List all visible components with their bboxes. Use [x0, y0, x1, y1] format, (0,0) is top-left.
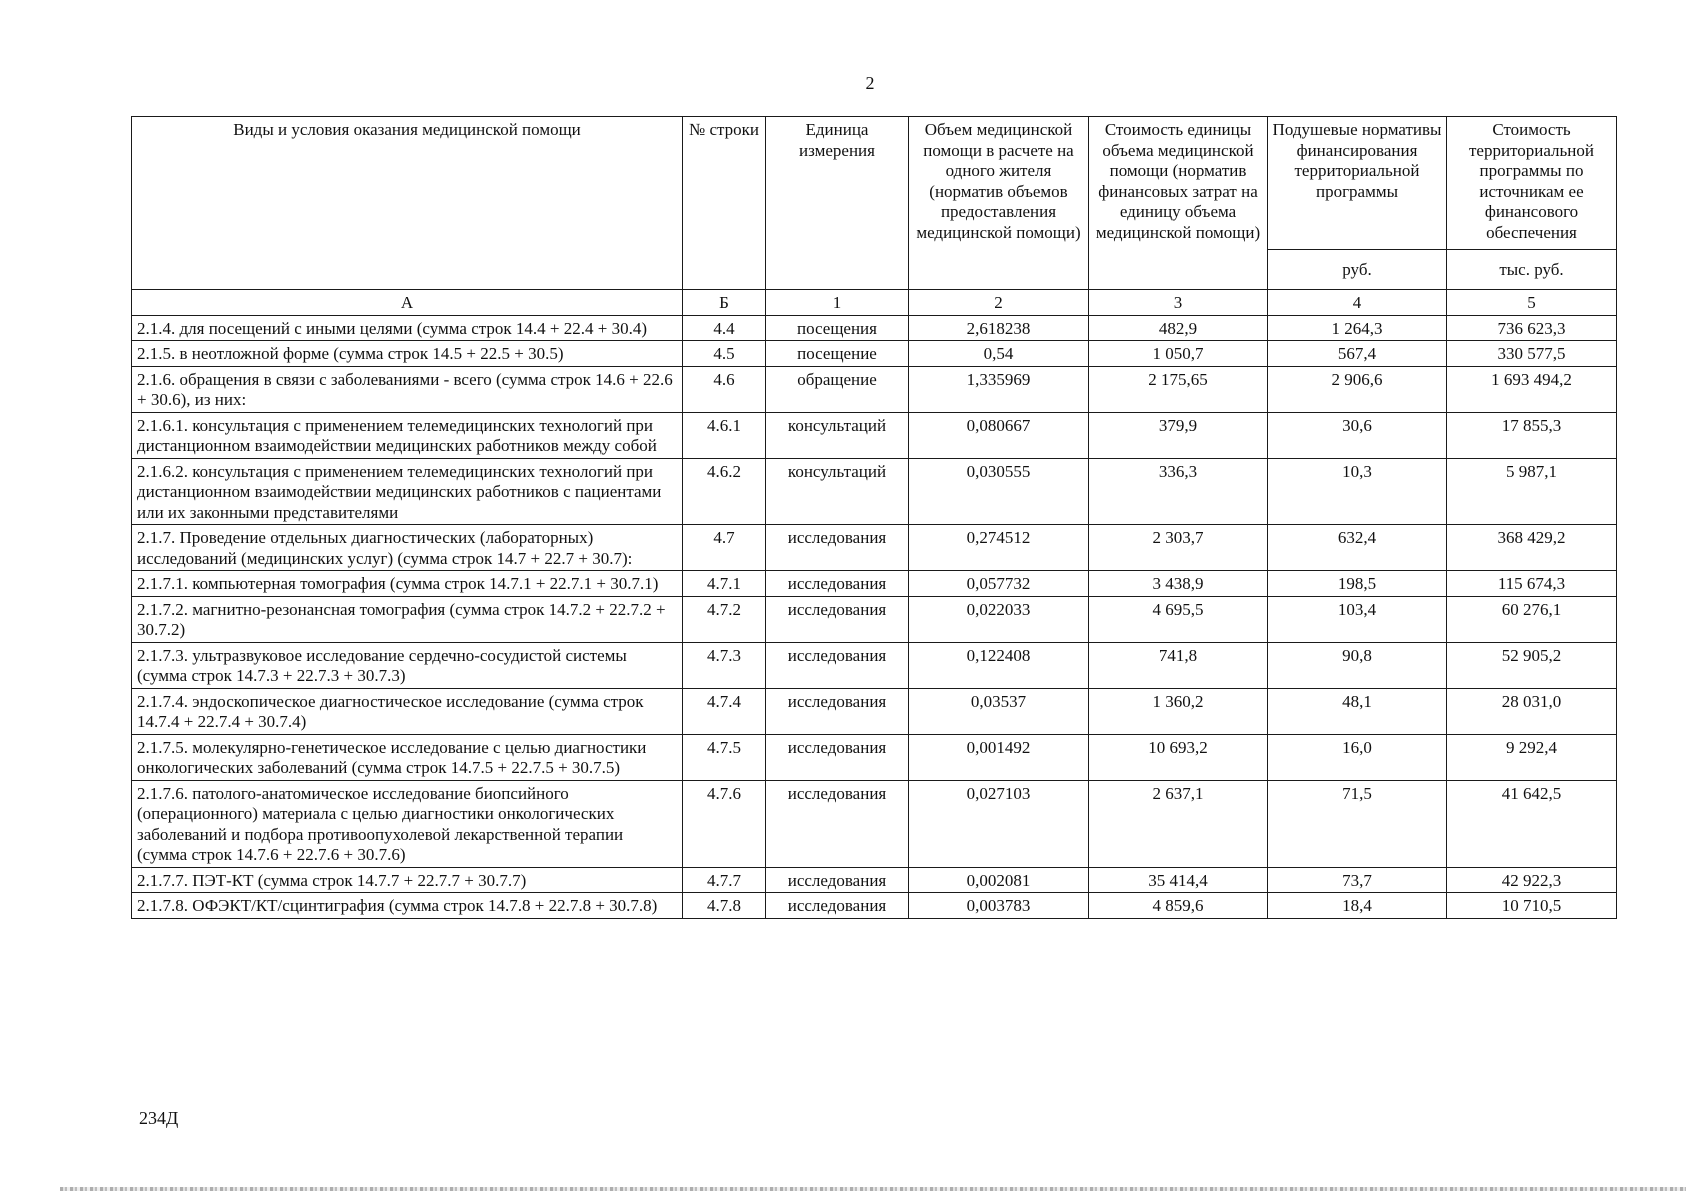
row-name: 2.1.4. для посещений с иными целями (сумма строк 14.4 + 22.4 + 30.4): [132, 315, 683, 341]
row-name: 2.1.7.7. ПЭТ-КТ (сумма строк 14.7.7 + 22.7.7 + 30.7.7): [132, 867, 683, 893]
table-row: [132, 458, 1617, 525]
table-row: [132, 412, 1617, 458]
header-volume: Объем медицинской помощи в расчете на одного жителя (норматив объемов предоставления медицинской помощи): [909, 117, 1089, 290]
medical-care-table: [131, 116, 1617, 919]
column-letter: 2: [909, 290, 1089, 316]
row-unit: консультаций: [766, 458, 909, 525]
row-line-number: 4.6.1: [683, 412, 766, 458]
table-row: [132, 341, 1617, 367]
row-total-cost: 28 031,0: [1447, 688, 1617, 734]
row-line-number: 4.7.6: [683, 780, 766, 867]
row-unit-cost: 741,8: [1089, 642, 1268, 688]
row-volume: 1,335969: [909, 366, 1089, 412]
row-unit-cost: 336,3: [1089, 458, 1268, 525]
row-unit-cost: 379,9: [1089, 412, 1268, 458]
row-unit: исследования: [766, 867, 909, 893]
row-unit: посещение: [766, 341, 909, 367]
row-line-number: 4.7.3: [683, 642, 766, 688]
table-row: [132, 571, 1617, 597]
row-per-capita: 2 906,6: [1268, 366, 1447, 412]
row-total-cost: 17 855,3: [1447, 412, 1617, 458]
row-line-number: 4.7.8: [683, 893, 766, 919]
row-unit: посещения: [766, 315, 909, 341]
row-per-capita: 48,1: [1268, 688, 1447, 734]
header-unit-rub: руб.: [1268, 250, 1447, 290]
header-total-cost: Стоимость территориальной программы по источникам ее финансового обеспечения: [1447, 117, 1617, 250]
header-line-number: № строки: [683, 117, 766, 290]
row-name: 2.1.7.5. молекулярно-генетическое исследование с целью диагностики онкологических заболеваний (сумма строк 14.7.5 + 22.7.5 + 30.7.5): [132, 734, 683, 780]
row-name: 2.1.6. обращения в связи с заболеваниями - всего (сумма строк 14.6 + 22.6 + 30.6), из них:: [132, 366, 683, 412]
row-volume: 0,001492: [909, 734, 1089, 780]
row-unit-cost: 10 693,2: [1089, 734, 1268, 780]
row-line-number: 4.7: [683, 525, 766, 571]
row-line-number: 4.7.7: [683, 867, 766, 893]
row-total-cost: 42 922,3: [1447, 867, 1617, 893]
column-letter: 1: [766, 290, 909, 316]
row-volume: 0,027103: [909, 780, 1089, 867]
header-unit-cost: Стоимость единицы объема медицинской помощи (норматив финансовых затрат на единицу объема медицинской помощи): [1089, 117, 1268, 290]
page-number: 2: [865, 73, 875, 93]
row-unit: консультаций: [766, 412, 909, 458]
row-unit: исследования: [766, 734, 909, 780]
row-volume: 0,030555: [909, 458, 1089, 525]
row-line-number: 4.7.1: [683, 571, 766, 597]
table-row: [132, 366, 1617, 412]
row-per-capita: 30,6: [1268, 412, 1447, 458]
table-row: [132, 867, 1617, 893]
row-line-number: 4.7.4: [683, 688, 766, 734]
row-per-capita: 73,7: [1268, 867, 1447, 893]
row-unit-cost: 35 414,4: [1089, 867, 1268, 893]
row-line-number: 4.7.2: [683, 596, 766, 642]
table-row: [132, 525, 1617, 571]
row-name: 2.1.7.1. компьютерная томография (сумма строк 14.7.1 + 22.7.1 + 30.7.1): [132, 571, 683, 597]
row-volume: 0,274512: [909, 525, 1089, 571]
row-per-capita: 18,4: [1268, 893, 1447, 919]
row-total-cost: 330 577,5: [1447, 341, 1617, 367]
row-total-cost: 41 642,5: [1447, 780, 1617, 867]
row-volume: 0,022033: [909, 596, 1089, 642]
row-per-capita: 10,3: [1268, 458, 1447, 525]
column-letter: А: [132, 290, 683, 316]
row-unit-cost: 1 360,2: [1089, 688, 1268, 734]
table-row: [132, 780, 1617, 867]
row-name: 2.1.6.2. консультация с применением телемедицинских технологий при дистанционном взаимодействии медицинских работников с пациентами или их законными представителями: [132, 458, 683, 525]
row-total-cost: 736 623,3: [1447, 315, 1617, 341]
row-total-cost: 115 674,3: [1447, 571, 1617, 597]
row-name: 2.1.6.1. консультация с применением телемедицинских технологий при дистанционном взаимодействии медицинских работников между собой: [132, 412, 683, 458]
row-total-cost: 10 710,5: [1447, 893, 1617, 919]
row-volume: 0,002081: [909, 867, 1089, 893]
row-unit-cost: 1 050,7: [1089, 341, 1268, 367]
table-row: [132, 893, 1617, 919]
row-name: 2.1.7.4. эндоскопическое диагностическое исследование (сумма строк 14.7.4 + 22.7.4 + 30.7.4): [132, 688, 683, 734]
row-total-cost: 5 987,1: [1447, 458, 1617, 525]
row-per-capita: 71,5: [1268, 780, 1447, 867]
row-total-cost: 60 276,1: [1447, 596, 1617, 642]
column-letter: 3: [1089, 290, 1268, 316]
table-row: [132, 315, 1617, 341]
table-row: [132, 642, 1617, 688]
row-unit-cost: 4 859,6: [1089, 893, 1268, 919]
row-total-cost: 52 905,2: [1447, 642, 1617, 688]
header-unit-thousand-rub: тыс. руб.: [1447, 250, 1617, 290]
row-volume: 0,003783: [909, 893, 1089, 919]
row-volume: 0,080667: [909, 412, 1089, 458]
scan-edge-artifact: [60, 1187, 1686, 1191]
row-per-capita: 632,4: [1268, 525, 1447, 571]
header-unit: Единица измерения: [766, 117, 909, 290]
table-row: [132, 688, 1617, 734]
row-unit-cost: 2 175,65: [1089, 366, 1268, 412]
row-unit: исследования: [766, 688, 909, 734]
row-unit: исследования: [766, 642, 909, 688]
row-per-capita: 567,4: [1268, 341, 1447, 367]
header-per-capita: Подушевые нормативы финансирования территориальной программы: [1268, 117, 1447, 250]
row-volume: 2,618238: [909, 315, 1089, 341]
row-per-capita: 198,5: [1268, 571, 1447, 597]
row-per-capita: 103,4: [1268, 596, 1447, 642]
row-name: 2.1.7.8. ОФЭКТ/КТ/сцинтиграфия (сумма строк 14.7.8 + 22.7.8 + 30.7.8): [132, 893, 683, 919]
column-letters-row: [132, 290, 1617, 316]
row-line-number: 4.7.5: [683, 734, 766, 780]
row-volume: 0,122408: [909, 642, 1089, 688]
row-unit: исследования: [766, 780, 909, 867]
row-name: 2.1.7.2. магнитно-резонансная томография (сумма строк 14.7.2 + 22.7.2 + 30.7.2): [132, 596, 683, 642]
table-row: [132, 734, 1617, 780]
row-volume: 0,03537: [909, 688, 1089, 734]
row-total-cost: 1 693 494,2: [1447, 366, 1617, 412]
row-unit-cost: 4 695,5: [1089, 596, 1268, 642]
row-unit-cost: 2 637,1: [1089, 780, 1268, 867]
row-unit: исследования: [766, 893, 909, 919]
column-letter: 4: [1268, 290, 1447, 316]
row-total-cost: 368 429,2: [1447, 525, 1617, 571]
row-total-cost: 9 292,4: [1447, 734, 1617, 780]
row-unit: исследования: [766, 596, 909, 642]
row-name: 2.1.5. в неотложной форме (сумма строк 14.5 + 22.5 + 30.5): [132, 341, 683, 367]
column-letter: Б: [683, 290, 766, 316]
row-unit-cost: 482,9: [1089, 315, 1268, 341]
row-per-capita: 1 264,3: [1268, 315, 1447, 341]
row-name: 2.1.7. Проведение отдельных диагностических (лабораторных) исследований (медицинских услуг) (сумма строк 14.7 + 22.7 + 30.7):: [132, 525, 683, 571]
row-name: 2.1.7.3. ультразвуковое исследование сердечно-сосудистой системы (сумма строк 14.7.3 + 22.7.3 + 30.7.3): [132, 642, 683, 688]
row-unit-cost: 3 438,9: [1089, 571, 1268, 597]
row-unit: исследования: [766, 525, 909, 571]
row-line-number: 4.4: [683, 315, 766, 341]
row-per-capita: 90,8: [1268, 642, 1447, 688]
row-volume: 0,057732: [909, 571, 1089, 597]
column-letter: 5: [1447, 290, 1617, 316]
table-row: [132, 596, 1617, 642]
row-per-capita: 16,0: [1268, 734, 1447, 780]
row-line-number: 4.5: [683, 341, 766, 367]
row-unit: исследования: [766, 571, 909, 597]
row-name: 2.1.7.6. патолого-анатомическое исследование биопсийного (операционного) материала с целью диагностики онкологических заболеваний и подбора противоопухолевой лекарственной терапии (сумма строк 14.7.6 + 22.7.6 + 30.7.6): [132, 780, 683, 867]
footer-document-code: 234Д: [139, 1108, 179, 1128]
row-line-number: 4.6.2: [683, 458, 766, 525]
row-line-number: 4.6: [683, 366, 766, 412]
row-volume: 0,54: [909, 341, 1089, 367]
row-unit: обращение: [766, 366, 909, 412]
row-unit-cost: 2 303,7: [1089, 525, 1268, 571]
header-care-type: Виды и условия оказания медицинской помощи: [132, 117, 683, 290]
